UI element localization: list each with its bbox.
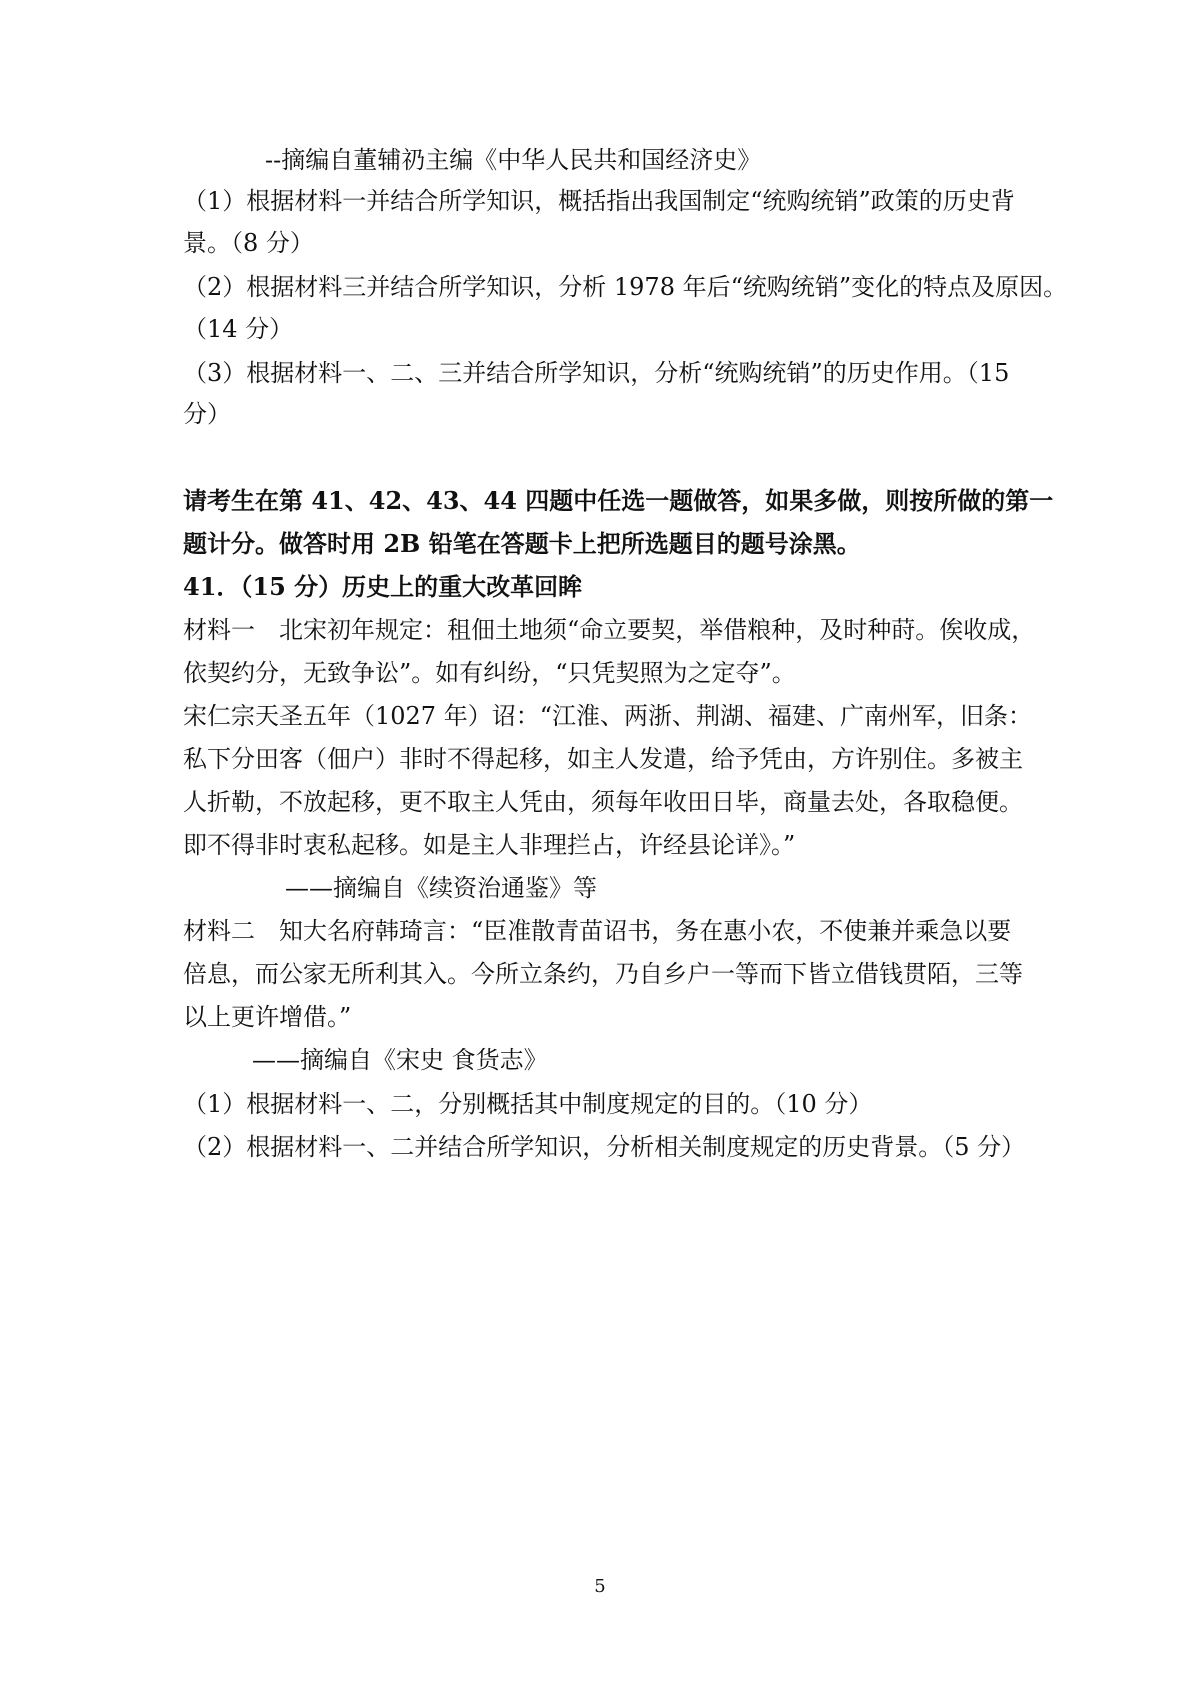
question-41-1: （1）根据材料一、二，分别概括其中制度规定的目的。（10 分） [183, 1090, 873, 1118]
question-40-1-line-2: 景。（8 分） [183, 229, 314, 257]
material-1-source: ——摘编自《续资治通鉴》等 [285, 874, 597, 902]
material-1-line-6: 即不得非时衷私起移。如是主人非理拦占，许经县论详》。” [183, 831, 796, 859]
material-2-line-1: 材料二 知大名府韩琦言：“臣准散青苗诏书，务在惠小农，不使兼并乘急以要 [183, 917, 1012, 945]
page-number: 5 [594, 1576, 606, 1597]
material-1-line-1: 材料一 北宋初年规定：租佃土地须“命立要契，举借粮种，及时种莳。俟收成， [183, 616, 1036, 644]
instruction-line-2: 题计分。做答时用 2B 铅笔在答题卡上把所选题目的题号涂黑。 [183, 529, 861, 558]
question-41-2: （2）根据材料一、二并结合所学知识，分析相关制度规定的历史背景。（5 分） [183, 1133, 1026, 1161]
question-40-2-line-2: （14 分） [183, 315, 294, 343]
material-2-source: ——摘编自《宋史 食货志》 [252, 1046, 548, 1074]
instruction-line-1: 请考生在第 41、42、43、44 四题中任选一题做答，如果多做，则按所做的第一 [183, 486, 1054, 515]
question-40-2-line-1: （2）根据材料三并结合所学知识，分析 1978 年后“统购统销”变化的特点及原因。 [183, 273, 1068, 301]
question-41-title: 41．（15 分）历史上的重大改革回眸 [183, 572, 583, 601]
question-40-3-line-2: 分） [183, 400, 231, 428]
material-1-line-4: 私下分田客（佃户）非时不得起移，如主人发遣，给予凭由，方许别住。多被主 [183, 745, 1023, 773]
material-1-line-3: 宋仁宗天圣五年（1027 年）诏：“江淮、两浙、荆湖、福建、广南州军，旧条： [183, 702, 1032, 730]
material-1-line-2: 依契约分，无致争讼”。如有纠纷，“只凭契照为之定夺”。 [183, 659, 796, 687]
material-2-line-3: 以上更许增借。” [183, 1003, 352, 1031]
material-1-line-5: 人折勒，不放起移，更不取主人凭由，须每年收田日毕，商量去处，各取稳便。 [183, 788, 1023, 816]
source-citation: --摘编自董辅礽主编《中华人民共和国经济史》 [265, 146, 762, 174]
question-40-3-line-1: （3）根据材料一、二、三并结合所学知识，分析“统购统销”的历史作用。（15 [183, 359, 1010, 387]
material-2-line-2: 倍息，而公家无所利其入。今所立条约，乃自乡户一等而下皆立借钱贯陌，三等 [183, 960, 1023, 988]
question-40-1-line-1: （1）根据材料一并结合所学知识，概括指出我国制定“统购统销”政策的历史背 [183, 187, 1015, 215]
